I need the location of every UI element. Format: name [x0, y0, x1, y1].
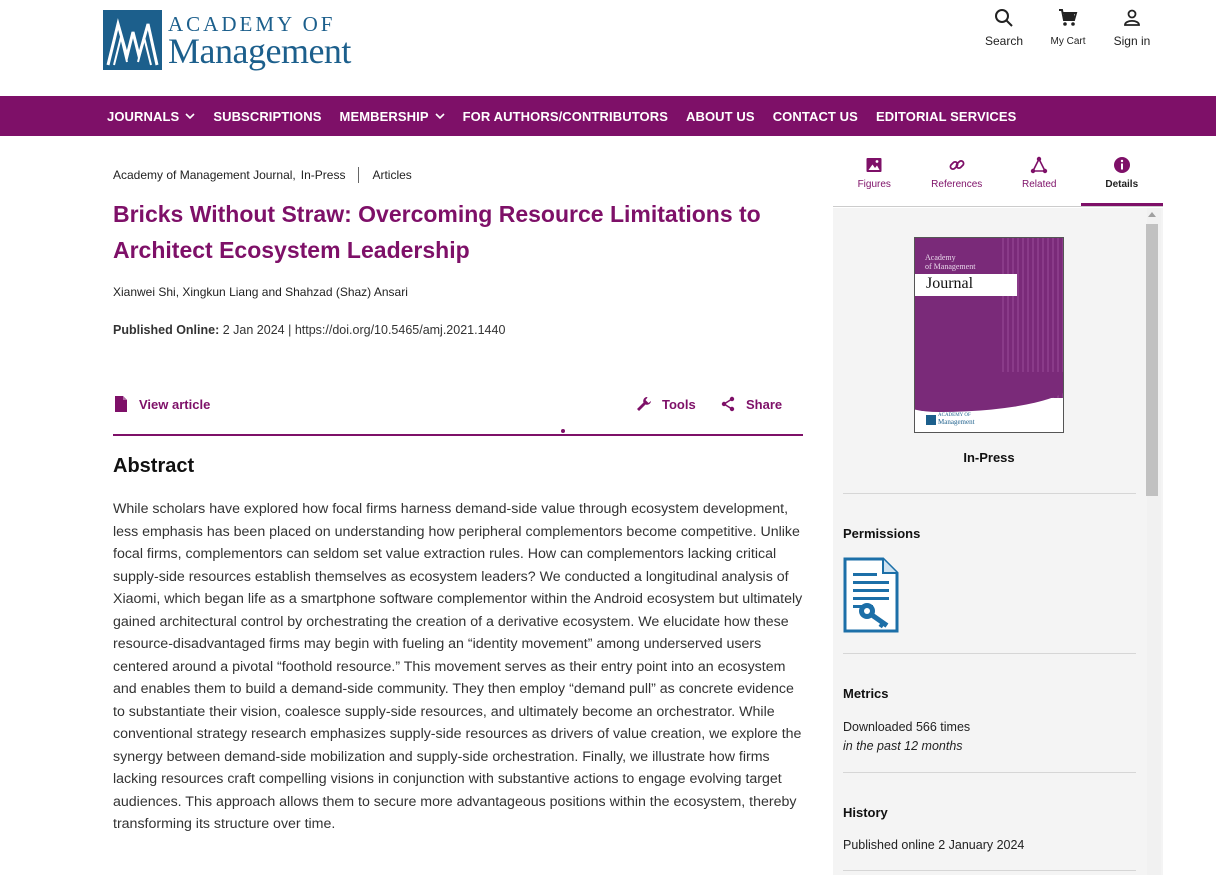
- view-article-button[interactable]: View article: [113, 396, 210, 412]
- tab-figures[interactable]: Figures: [833, 150, 916, 206]
- permissions-icon[interactable]: [843, 557, 899, 633]
- breadcrumb-issue[interactable]: In-Press: [300, 168, 346, 182]
- site-header: [0, 0, 1216, 96]
- header-actions: [972, 8, 1164, 48]
- history-published: Published online 2 January 2024: [843, 838, 1025, 852]
- nav-contact-us[interactable]: CONTACT US: [772, 108, 858, 124]
- divider: [843, 493, 1136, 494]
- scroll-up-arrow-icon[interactable]: [1148, 212, 1156, 217]
- permissions-heading: Permissions: [843, 526, 921, 541]
- publication-info: Published Online: 2 Jan 2024 | https://doi.org/10.5465/amj.2021.1440: [113, 323, 506, 337]
- cart-button[interactable]: [1036, 8, 1100, 48]
- cart-label: My Cart: [1050, 36, 1086, 47]
- share-icon: [720, 396, 736, 412]
- person-icon: [1122, 8, 1142, 28]
- logo-mark-icon: [103, 10, 162, 70]
- link-icon: [948, 156, 966, 174]
- logo-bottom-text: Management: [168, 31, 351, 71]
- tab-details[interactable]: Details: [1081, 150, 1164, 206]
- wrench-icon: [636, 396, 652, 412]
- metrics-downloads: Downloaded 566 times: [843, 720, 971, 734]
- breadcrumb: [113, 167, 412, 183]
- sidebar-scrollbar[interactable]: [1147, 208, 1161, 875]
- search-label: Search: [984, 34, 1024, 48]
- nav-membership[interactable]: MEMBERSHIP: [340, 109, 445, 124]
- metrics-heading: Metrics: [843, 686, 889, 701]
- journal-cover-image[interactable]: Academy of Management Journal ACADEMY OF Management: [914, 237, 1064, 433]
- article-actions: [113, 390, 803, 436]
- search-button[interactable]: [972, 8, 1036, 48]
- breadcrumb-separator: [358, 167, 359, 183]
- details-panel: [833, 208, 1163, 875]
- nav-subscriptions[interactable]: SUBSCRIPTIONS: [213, 108, 322, 124]
- metrics-period: in the past 12 months: [843, 739, 963, 753]
- share-button[interactable]: Share: [720, 396, 782, 412]
- divider: [843, 870, 1136, 871]
- nav-about-us[interactable]: ABOUT US: [685, 108, 755, 124]
- divider: [843, 653, 1136, 654]
- sign-in-label: Sign in: [1113, 34, 1151, 48]
- cover-logo: ACADEMY OF Management: [926, 413, 975, 427]
- image-icon: [865, 156, 883, 174]
- sidebar-tabs: [833, 150, 1163, 207]
- article-title: Bricks Without Straw: Overcoming Resource Limitations to Architect Ecosystem Leadership: [113, 201, 761, 263]
- tab-references[interactable]: References: [916, 150, 999, 206]
- document-icon: [113, 396, 129, 412]
- nav-editorial-services[interactable]: EDITORIAL SERVICES: [875, 108, 1017, 124]
- site-logo[interactable]: [103, 10, 351, 70]
- breadcrumb-section[interactable]: Articles: [372, 168, 412, 182]
- published-date: 2 Jan 2024: [222, 323, 285, 337]
- search-icon: [994, 8, 1014, 28]
- chevron-down-icon: [435, 111, 445, 121]
- scrollbar-thumb[interactable]: [1146, 224, 1158, 496]
- issue-status: In-Press: [963, 450, 1015, 465]
- doi-link[interactable]: https://doi.org/10.5465/amj.2021.1440: [294, 323, 506, 337]
- abstract-heading: Abstract: [113, 455, 195, 477]
- nav-journals[interactable]: JOURNALS: [107, 109, 195, 124]
- nav-for-authors[interactable]: FOR AUTHORS/CONTRIBUTORS: [462, 108, 668, 124]
- logo-mark-icon: [926, 415, 936, 425]
- info-icon: [1113, 156, 1131, 174]
- breadcrumb-journal[interactable]: Academy of Management Journal,: [113, 168, 296, 182]
- tab-related[interactable]: Related: [998, 150, 1081, 206]
- network-icon: [1030, 156, 1048, 174]
- article-authors[interactable]: Xianwei Shi, Xingkun Liang and Shahzad (Shaz) Ansari: [113, 285, 408, 299]
- divider: [843, 772, 1136, 773]
- cart-icon: [1058, 8, 1078, 28]
- chevron-down-icon: [185, 111, 195, 121]
- scroll-dot: [561, 429, 565, 433]
- main-nav: [0, 96, 1216, 136]
- abstract-text: While scholars have explored how focal firms harness demand-side value through ecosystem development, less emphasis has been placed on understanding how peripheral complementors become competitive. Unlike focal firms, complementors can seldom set value extraction rules. How can complementors lacking critical supply-side resources establish themselves as ecosystem leaders? We conducted a longitudinal analysis of Xiaomi, which began life as a smartphone software complementor within the Android ecosystem but ultimately gained architectural control by orchestrating the creation of a derivative ecosystem. We elucidate how these resource-disadvantaged firms may begin with fueling an “identity movement” among underserved users centered around a pivotal “foothold resource.” This movement serves as their entry point into an ecosystem and enables them to build a demand-side community. They then employ “demand pull” as concrete evidence to substantiate their vision, coalesce supply-side resources, and ultimately become an orchestrator. While conventional strategy research emphasizes supply-side resources as drivers of value creation, we explore the synergy between demand-side mobilization and supply-side orchestration. Finally, we illustrate how firms lacking resources craft compelling visions in conjunction with substantive actions to engage evolving target audiences. This approach allows them to secure more advantageous positions within the ecosystem, thereby transforming its structure over time.: [113, 501, 803, 832]
- sign-in-button[interactable]: [1100, 8, 1164, 48]
- published-label: Published Online:: [113, 323, 220, 337]
- history-heading: History: [843, 805, 888, 820]
- tools-button[interactable]: Tools: [636, 396, 696, 412]
- logo-top-text: ACADEMY OF: [168, 12, 336, 36]
